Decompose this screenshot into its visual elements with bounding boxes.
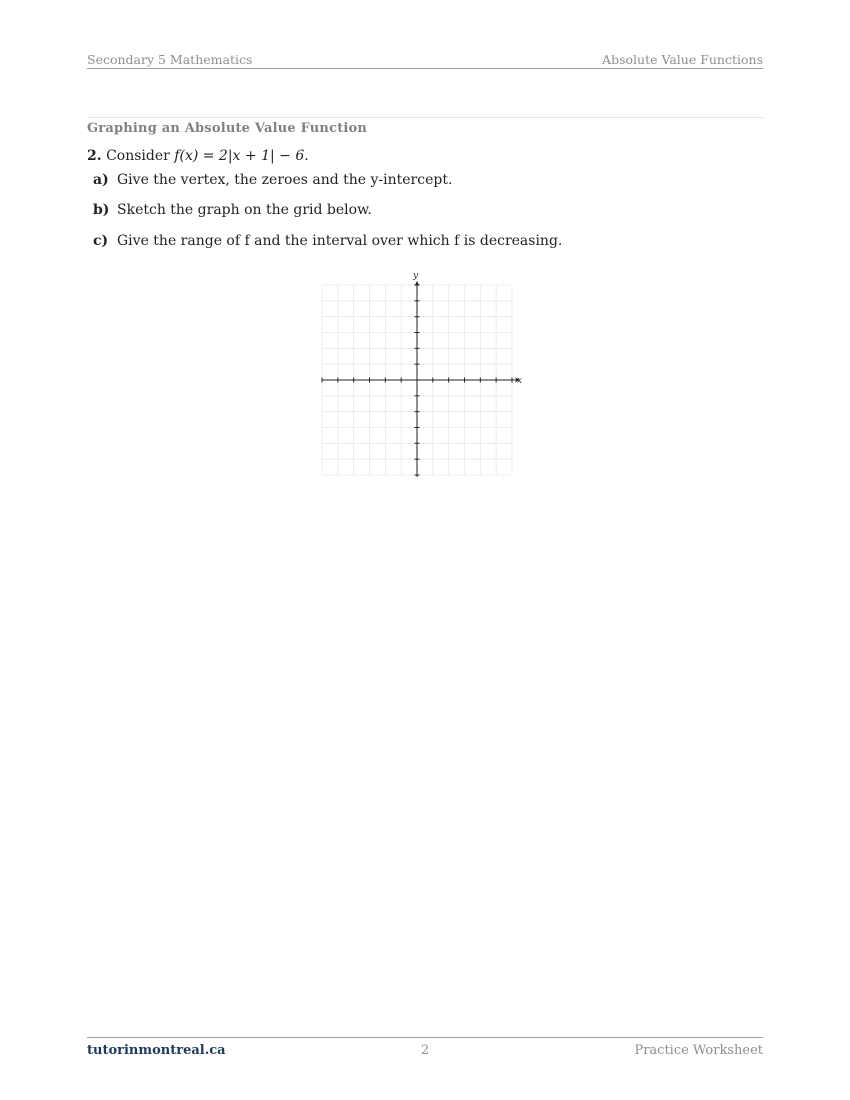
problem-expression: f(x) = 2|x + 1| − 6. (174, 148, 309, 164)
page-footer (87, 1037, 763, 1060)
course-title: Secondary 5 Mathematics (87, 52, 253, 67)
y-axis-label: y (413, 271, 419, 281)
part-text: Give the vertex, the zeroes and the y-intercept. (117, 172, 453, 188)
page-number: 2 (420, 1043, 430, 1058)
part-text: Sketch the graph on the grid below. (117, 202, 372, 218)
grid-svg (310, 266, 530, 480)
site-link[interactable]: tutorinmontreal.ca (87, 1043, 226, 1058)
axes (322, 281, 523, 477)
section-divider (87, 117, 763, 118)
part-letter: b) (93, 202, 110, 218)
page-header (87, 50, 763, 69)
part-a (93, 172, 452, 188)
part-c (93, 233, 562, 249)
part-text: Give the range of f and the interval over which f is decreasing. (117, 233, 563, 249)
part-b (93, 202, 372, 218)
worksheet-label: Practice Worksheet (634, 1043, 763, 1058)
problem-number: 2. (87, 148, 102, 164)
problem-intro: Consider (106, 148, 170, 164)
problem-statement (87, 148, 309, 164)
coordinate-grid (310, 266, 530, 480)
x-axis-label: x (517, 376, 523, 386)
part-letter: c) (93, 233, 109, 249)
section-title: Graphing an Absolute Value Function (87, 121, 368, 136)
part-letter: a) (93, 172, 109, 188)
topic-title: Absolute Value Functions (602, 52, 763, 67)
